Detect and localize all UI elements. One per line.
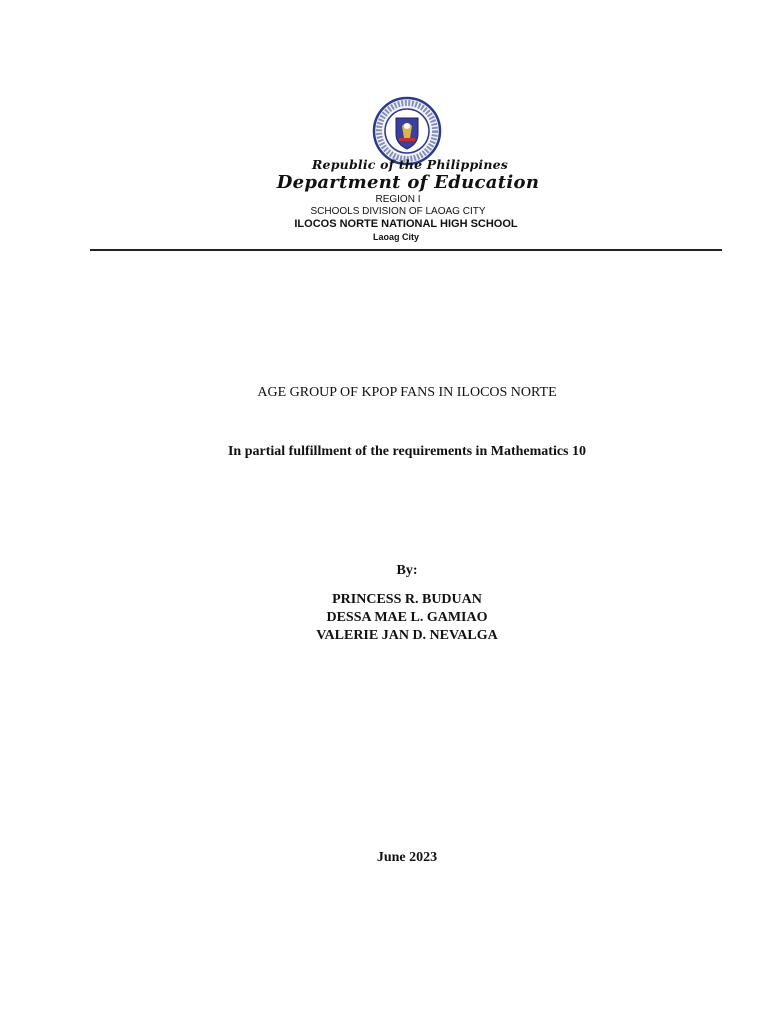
department-heading: Department of Education (276, 172, 540, 193)
school-heading: ILOCOS NORTE NATIONAL HIGH SCHOOL (294, 218, 518, 230)
republic-heading: Republic of the Philippines (311, 157, 509, 172)
region-heading: REGION I (375, 194, 421, 205)
document-date: June 2023 (376, 850, 438, 865)
by-label: By: (396, 563, 418, 578)
author-name: VALERIE JAN D. NEVALGA (316, 628, 498, 643)
division-heading: SCHOOLS DIVISION OF LAOAG CITY (310, 206, 486, 217)
header-divider (90, 249, 722, 251)
deped-seal (372, 96, 442, 166)
document-subtitle: In partial fulfillment of the requirements in Mathematics 10 (227, 444, 586, 459)
document-title: AGE GROUP OF KPOP FANS IN ILOCOS NORTE (257, 385, 557, 400)
city-heading: Laoag City (372, 232, 419, 242)
author-name: DESSA MAE L. GAMIAO (326, 610, 488, 625)
deped-seal-icon (372, 96, 442, 166)
author-name: PRINCESS R. BUDUAN (332, 592, 482, 607)
